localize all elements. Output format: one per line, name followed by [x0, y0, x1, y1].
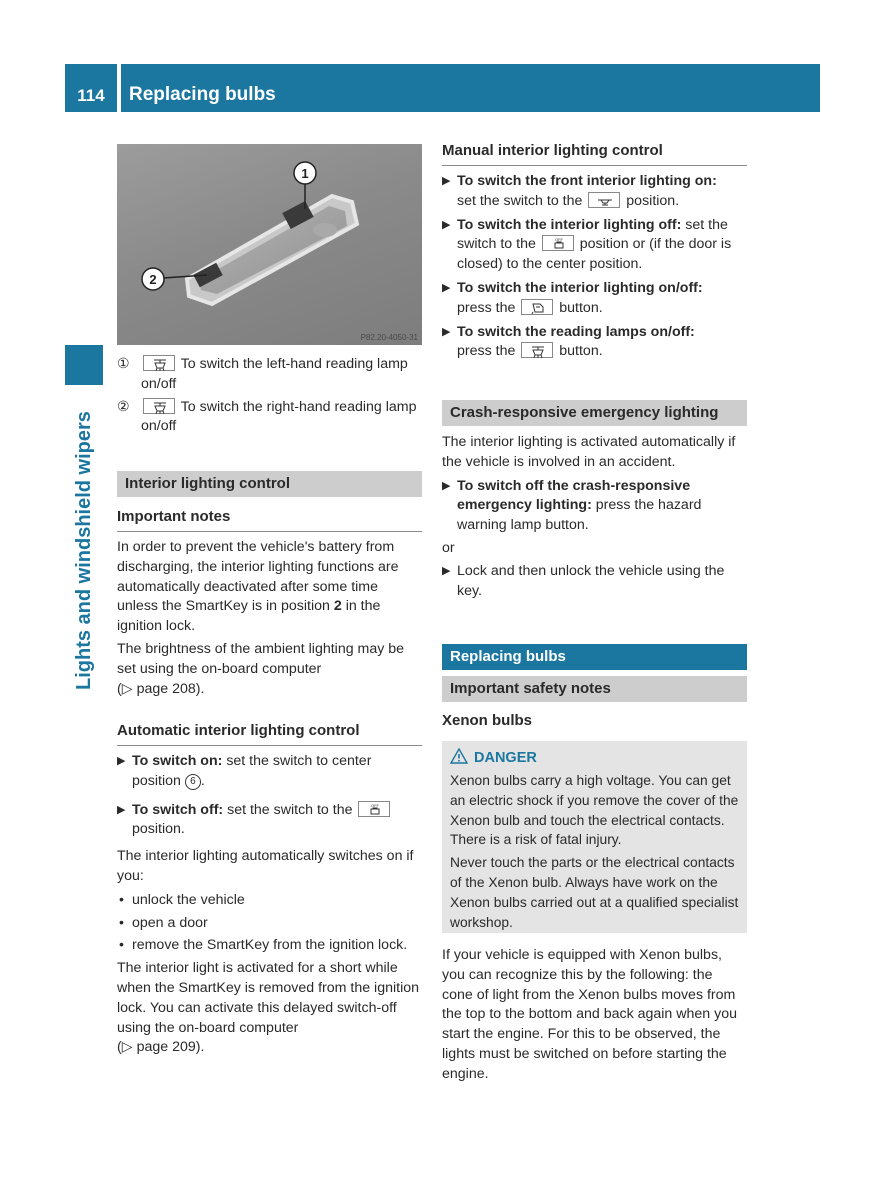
list-item: • unlock the vehicle — [119, 891, 245, 908]
auto-paragraph-2: The interior light is activated for a short while when the SmartKey is removed from the ignition lock. You can activate this delayed switch-off using the on-board computer (▷ page 209). — [117, 960, 420, 1056]
callout-text: To switch the right-hand reading lamp on/off — [141, 398, 417, 435]
notes-paragraph-1: In order to prevent the vehicle's battery from discharging, the interior lighting functions are automatically deactivated after some time unless the SmartKey is in position 2 in the ignition lock. — [117, 539, 399, 635]
front-lamp-icon — [588, 192, 620, 208]
photo-code: P82.20-4050-31 — [360, 333, 418, 342]
crash-paragraph: The interior lighting is activated automatically if the vehicle is involved in an accident. — [442, 434, 736, 470]
section-replacing-bulbs: Replacing bulbs — [442, 644, 747, 670]
callout-list — [117, 355, 422, 437]
notes-paragraph-2: The brightness of the ambient lighting may be set using the on-board computer (▷ page 208). — [117, 640, 405, 697]
callout-item — [117, 355, 422, 395]
xenon-paragraph: If your vehicle is equipped with Xenon bulbs, you can recognize this by the following: the cone of light from the Xenon bulbs moves from the top to the bottom and back again when you start the engine. For this to be observed, the lights must be switched on before starting the engine. — [442, 947, 737, 1082]
danger-paragraph-2: Never touch the parts or the electrical contacts of the Xenon bulb. Always have work on the Xenon bulbs carried out at a qualified specialist workshop. — [450, 855, 739, 930]
danger-box — [442, 741, 747, 933]
interior-touch-icon — [521, 299, 553, 315]
xenon-body — [442, 946, 747, 1085]
step-crash-off: ▶ To switch off the crash-responsive emergency lighting: press the hazard warning lamp button. — [442, 477, 702, 534]
callout-number: ② — [117, 398, 130, 415]
page-reference[interactable]: (▷ page 208). — [117, 680, 205, 697]
list-item: • remove the SmartKey from the ignition lock. — [119, 937, 408, 954]
or-text: or — [442, 539, 455, 556]
step-switch-on: ▶ To switch on: set the switch to center position 6 . — [117, 753, 372, 789]
door-off-icon — [358, 801, 390, 817]
position-number: 6 — [185, 774, 201, 790]
reading-lamp-icon — [143, 355, 175, 371]
svg-text:OFF: OFF — [554, 237, 563, 243]
lamp-illustration — [117, 144, 422, 345]
step-lock-unlock: ▶ Lock and then unlock the vehicle using the key. — [442, 562, 725, 599]
callout-number: ① — [117, 356, 130, 372]
reading-lamp-icon — [143, 398, 175, 414]
important-notes-heading: Important notes — [117, 507, 422, 532]
section-interior-lighting: Interior lighting control — [117, 471, 422, 497]
automatic-control-body — [117, 752, 422, 1058]
auto-paragraph-1: The interior lighting automatically switches on if you: — [117, 848, 414, 884]
step-switch-off: ▶ To switch off: set the switch to the OFF position. — [117, 801, 422, 841]
step-interior-lighting-toggle: ▶ To switch the interior lighting on/off: press the button. — [442, 279, 703, 316]
step-interior-lighting-off: ▶ To switch the interior lighting off: set the switch to the OFF position or (if the door is closed) to the center position. — [442, 216, 732, 273]
manual-control-heading: Manual interior lighting control — [442, 141, 747, 166]
step-reading-lamps-toggle: ▶ To switch the reading lamps on/off: press the button. — [442, 323, 695, 360]
auto-bullet-list — [117, 891, 422, 956]
reading-lamp-photo — [117, 144, 422, 345]
reading-lamp-icon — [521, 342, 553, 358]
crash-lighting-body — [442, 433, 747, 601]
header-divider — [117, 64, 121, 112]
list-item: • open a door — [119, 914, 208, 931]
important-notes-body — [117, 538, 422, 699]
page-header — [65, 64, 820, 112]
callout-item — [117, 398, 422, 438]
section-crash-lighting: Crash-responsive emergency lighting — [442, 400, 747, 426]
warning-triangle-icon — [450, 748, 468, 764]
side-tab-marker — [65, 345, 103, 385]
photo-callout-2: 2 — [149, 272, 157, 287]
page-reference[interactable]: (▷ page 209). — [117, 1039, 205, 1056]
svg-text:OFF: OFF — [371, 802, 380, 808]
danger-heading: DANGER — [450, 747, 739, 769]
section-safety-notes: Important safety notes — [442, 676, 747, 702]
step-front-lighting-on: ▶ To switch the front interior lighting on: set the switch to the position. — [442, 173, 717, 209]
photo-callout-1: 1 — [301, 166, 309, 181]
manual-control-body — [442, 172, 747, 362]
page-number: 114 — [77, 86, 105, 105]
danger-paragraph-1: Xenon bulbs carry a high voltage. You can get an electric shock if you remove the cover of the Xenon bulb and touch the electrical contacts. There is a risk of fatal injury. — [450, 773, 739, 848]
door-off-icon — [542, 235, 574, 251]
automatic-control-heading: Automatic interior lighting control — [117, 721, 422, 746]
page-title: Replacing bulbs — [129, 84, 276, 105]
xenon-heading: Xenon bulbs — [442, 712, 532, 729]
side-tab-label: Lights and windshield wipers — [73, 411, 95, 690]
callout-text: To switch the left-hand reading lamp on/off — [141, 356, 408, 392]
